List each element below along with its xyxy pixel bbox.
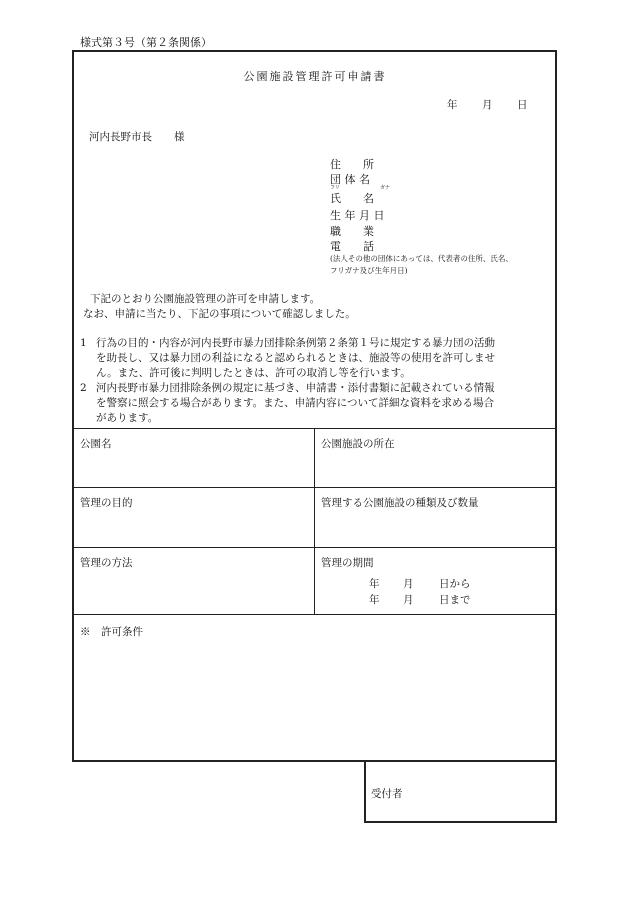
item-number: 2 bbox=[80, 382, 87, 394]
applicant-name-label: 氏 名 bbox=[330, 192, 374, 205]
table-row-divider bbox=[72, 614, 557, 615]
item-line: ん。また、許可後に判明したときは、許可の取消し等を行います。 bbox=[96, 367, 411, 379]
addressee bbox=[89, 129, 185, 144]
applicant-note-line1: (法人その他の団体にあっては、代表者の住所、氏名、 bbox=[330, 254, 513, 263]
receipt-field[interactable]: 受付者 bbox=[371, 788, 403, 800]
applicant-group-label: 団 体 名 bbox=[330, 173, 370, 186]
applicant-occupation-label: 職 業 bbox=[330, 225, 374, 238]
date-month-label: 月 bbox=[482, 99, 493, 111]
permit-conditions-field[interactable]: ※ 許可条件 bbox=[80, 626, 143, 638]
period-from-month: 月 bbox=[403, 578, 414, 590]
period-from-year: 年 bbox=[369, 578, 380, 590]
management-method-field[interactable]: 管理の方法 bbox=[80, 557, 133, 569]
date-day-label: 日 bbox=[517, 99, 528, 111]
item-line: 河内長野市暴力団排除条例の規定に基づき、申請書・添付書類に記載されている情報 bbox=[96, 382, 495, 394]
intro-line: 下記のとおり公園施設管理の許可を申請します。 bbox=[90, 293, 321, 305]
table-column-divider bbox=[314, 428, 315, 614]
applicant-phone-label: 電 話 bbox=[330, 240, 374, 253]
management-period-field[interactable]: 管理の期間 bbox=[321, 557, 374, 569]
item-line: を助長し、又は暴力団の利益になると認められるときは、施設等の使用を許可しませ bbox=[96, 352, 495, 364]
intro-text bbox=[83, 292, 356, 322]
item-number: 1 bbox=[80, 337, 87, 349]
intro-line: なお、申請に当たり、下記の事項について確認しました。 bbox=[83, 308, 356, 320]
addressee-name: 河内長野市長 bbox=[89, 131, 152, 143]
ruby-furi: フリ bbox=[330, 185, 340, 191]
date-year-label: 年 bbox=[447, 99, 458, 111]
addressee-honorific: 様 bbox=[174, 131, 185, 143]
confirmation-item-2 bbox=[80, 381, 495, 426]
period-to-day: 日まで bbox=[439, 594, 471, 606]
park-name-field[interactable]: 公園名 bbox=[80, 438, 112, 450]
ruby-gana: ガナ bbox=[380, 185, 391, 191]
item-line: を警察に照会する場合があります。また、申請内容について詳細な資料を求める場合 bbox=[96, 397, 494, 409]
period-to-year: 年 bbox=[369, 594, 380, 606]
confirmation-item-1 bbox=[80, 336, 495, 381]
period-to-month: 月 bbox=[403, 594, 414, 606]
page-title: 公園施設管理許可申請書 bbox=[243, 70, 387, 83]
management-purpose-field[interactable]: 管理の目的 bbox=[80, 497, 133, 509]
applicant-birthdate-label: 生 年 月 日 bbox=[330, 209, 385, 222]
applicant-address-label: 住 所 bbox=[330, 158, 374, 171]
facility-location-field[interactable]: 公園施設の所在 bbox=[321, 438, 395, 450]
item-line: 行為の目的・内容が河内長野市暴力団排除条例第２条第１号に規定する暴力団の活動 bbox=[96, 337, 495, 349]
form-number: 様式第３号（第２条関係） bbox=[80, 36, 212, 49]
applicant-note-line2: フリガナ及び生年月日) bbox=[330, 266, 408, 275]
item-line: があります。 bbox=[96, 412, 159, 424]
period-from-day: 日から bbox=[439, 578, 471, 590]
facility-type-quantity-field[interactable]: 管理する公園施設の種類及び数量 bbox=[321, 497, 479, 509]
